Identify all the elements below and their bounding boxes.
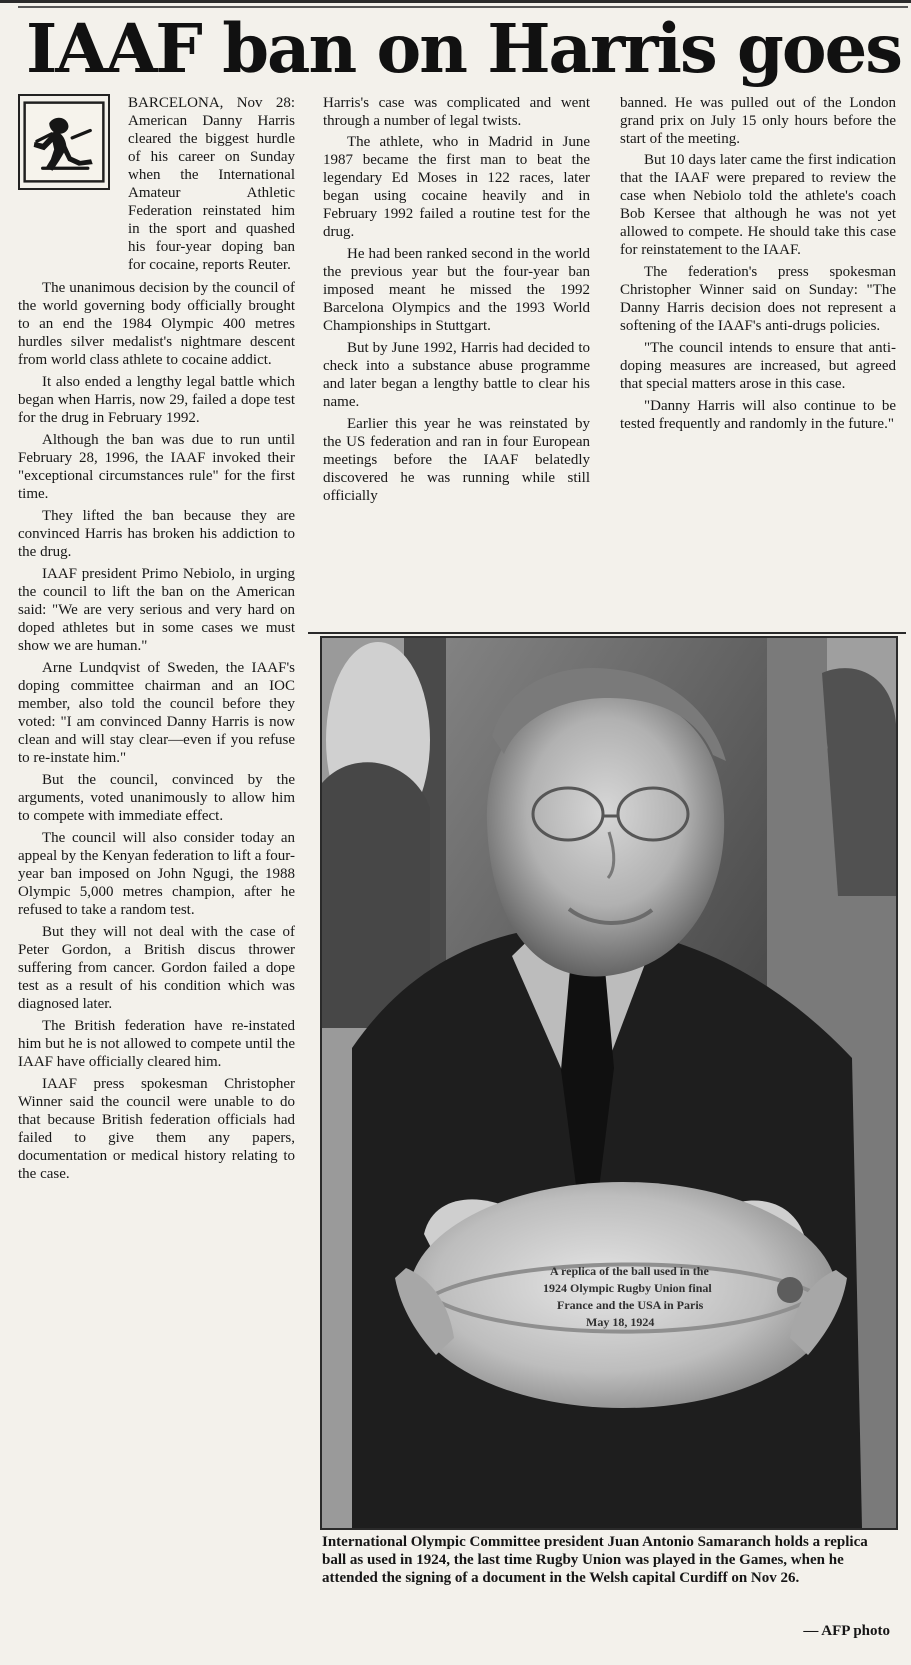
article-column-2: [323, 94, 590, 509]
article-paragraph: "Danny Harris will also continue to be tested frequently and randomly in the future.": [620, 398, 896, 432]
photo-illustration: [322, 638, 896, 1528]
article-paragraph: The unanimous decision by the council of the world governing body officially brought to an end the 1984 Olympic 400 metres hurdles silver medalist's nightmare descent from world class athlete to cocaine addict.: [18, 280, 295, 368]
article-paragraph: The federation's press spokesman Christopher Winner said on Sunday: "The Danny Harris decision does not represent a softening of the IAAF's anti-drugs policies.: [620, 264, 896, 334]
article-paragraph: banned. He was pulled out of the London grand prix on July 15 only hours before the start of the meeting.: [620, 95, 896, 147]
top-rule-secondary: [18, 6, 908, 8]
article-paragraph: He had been ranked second in the world the previous year but the four-year ban imposed meant he missed the 1992 Barcelona Olympics and the 1993 World Championships in Stuttgart.: [323, 246, 590, 334]
ball-inscription-line-3: France and the USA in Paris: [557, 1298, 704, 1312]
photo-separator: [308, 632, 906, 634]
article-paragraph: The British federation have re-instated him but he is not allowed to compete until the IAAF have officially cleared him.: [18, 1018, 295, 1070]
article-paragraph: Arne Lundqvist of Sweden, the IAAF's doping committee chairman and an IOC member, also told the council before they voted: "I am convinced Danny Harris is now clean and will stay clear—even if you refuse to re-instate him.": [18, 660, 295, 766]
headline: IAAF ban on Harris goes: [26, 9, 901, 88]
sprinter-icon: [18, 94, 110, 190]
article-paragraph: IAAF press spokesman Christopher Winner said the council were unable to do that because British federation officials had failed to give them any papers, documentation or medical history relating to the case.: [18, 1076, 295, 1182]
article-paragraph: But by June 1992, Harris had decided to check into a substance abuse programme and later began a lengthy battle to clear his name.: [323, 340, 590, 410]
intro-block: [18, 94, 295, 277]
article-paragraph: Harris's case was complicated and went through a number of legal twists.: [323, 95, 590, 129]
article-paragraph: The council will also consider today an appeal by the Kenyan federation to lift a four-year ban imposed on John Ngugi, the 1988 Olympic 5,000 metres champion, after he refused to take a random test.: [18, 830, 295, 918]
article-paragraph: It also ended a lengthy legal battle which began when Harris, now 29, failed a dope test for the drug in February 1992.: [18, 374, 295, 426]
article-paragraph: Earlier this year he was reinstated by the US federation and ran in four European meetings before the IAAF belatedly discovered he was running while still officially: [323, 416, 590, 504]
ball-inscription-line-4: May 18, 1924: [586, 1315, 655, 1329]
article-paragraph: The athlete, who in Madrid in June 1987 became the first man to beat the legendary Ed Moses in 122 races, later began using cocaine heavily and in February 1992 failed a routine test for the drug.: [323, 134, 590, 240]
photo-panel: [320, 636, 894, 1656]
article-lead: BARCELONA, Nov 28: American Danny Harris cleared the biggest hurdle of his career on Sunday when the International Amateur Athletic Federation reinstated him in the sport and quashed his four-year doping ban for cocaine, reports Reuter.: [128, 95, 295, 273]
news-photo: [320, 636, 898, 1530]
ball-inscription-line-2: 1924 Olympic Rugby Union final: [543, 1281, 712, 1295]
photo-caption: International Olympic Committee president Juan Antonio Samaranch holds a replica ball as used in 1924, the last time Rugby Union was played in the Games, when he attended the signing of a document in the Welsh capital Curdiff on Nov 26.: [322, 1534, 868, 1586]
article-paragraph: But the council, convinced by the arguments, voted unanimously to allow him to compete with immediate effect.: [18, 772, 295, 824]
article-column-3: [620, 94, 896, 437]
photo-credit: — AFP photo: [803, 1623, 890, 1639]
article-column-1: [18, 94, 295, 1187]
top-rule: [0, 0, 911, 3]
sprinter-icon-graphic: [23, 101, 105, 183]
article-paragraph: But 10 days later came the first indication that the IAAF were prepared to review the case when Nebiolo told the athlete's coach Bob Kersee that although he was not yet allowed to compete. He should take this case for reinstatement to the IAAF.: [620, 152, 896, 258]
article-paragraph: But they will not deal with the case of Peter Gordon, a British discus thrower suffering from cancer. Gordon failed a dope test as a result of his condition which was diagnosed later.: [18, 924, 295, 1012]
ball-inscription-line-1: A replica of the ball used in the: [550, 1264, 709, 1278]
article-paragraph: Although the ban was due to run until February 28, 1996, the IAAF invoked their "exceptional circumstances rule" for the first time.: [18, 432, 295, 502]
article-paragraph: "The council intends to ensure that anti-doping measures are increased, but agreed that special matters arose in this case.: [620, 340, 896, 392]
article-paragraph: They lifted the ban because they are convinced Harris has broken his addiction to the drug.: [18, 508, 295, 560]
article-paragraph: IAAF president Primo Nebiolo, in urging the council to lift the ban on the American said: "We are very serious and very hard on doped athletes but in some cases we must show we are human.": [18, 566, 295, 654]
